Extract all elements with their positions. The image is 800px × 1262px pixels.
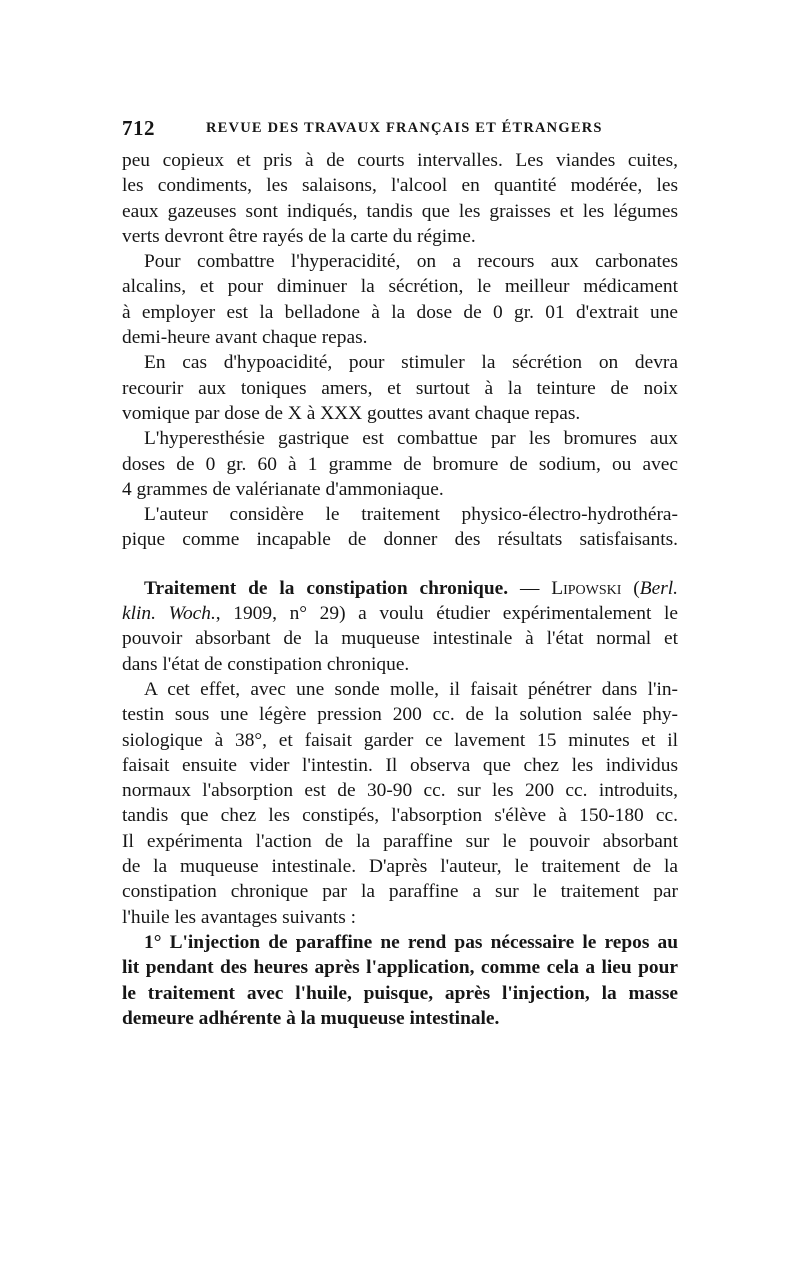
paragraph	[122, 249, 678, 350]
running-header	[122, 112, 678, 148]
text-line: L'hyperesthésie gastrique est combattue par les bromures aux	[144, 428, 678, 450]
text-line: verts devront être rayés de la carte du régime.	[122, 225, 476, 247]
text-line: pouvoir absorbant de la muqueuse intestinale à l'état normal et	[122, 628, 678, 650]
text-line: constipation chronique par la paraffine a sur le traitement par	[122, 881, 678, 903]
running-title: REVUE DES TRAVAUX FRANÇAIS ET ÉTRANGERS	[206, 120, 603, 136]
text-line: de la muqueuse intestinale. D'après l'auteur, le traitement de la	[122, 856, 678, 878]
text-line: demeure adhérente à la muqueuse intestinale.	[122, 1007, 500, 1029]
text-line: 4 grammes de valérianate d'ammoniaque.	[122, 478, 444, 500]
text-line: faisait ensuite vider l'intestin. Il observa que chez les individus	[122, 754, 678, 776]
author-name: Lipowski	[551, 577, 622, 599]
text-line: demi-heure avant chaque repas.	[122, 327, 368, 349]
section-paragraph	[122, 576, 678, 677]
text-line: pique comme incapable de donner des résultats satisfaisants.	[122, 529, 678, 551]
text-line: peu copieux et pris à de courts intervalles. Les viandes cuites,	[122, 150, 678, 171]
text-line: tandis que chez les constipés, l'absorption s'élève à 150-180 cc.	[122, 805, 678, 827]
paragraph	[122, 502, 678, 553]
journal-name-cont: klin. Woch.	[122, 603, 216, 625]
text-line: vomique par dose de X à XXX gouttes avant chaque repas.	[122, 402, 581, 424]
book-page	[122, 112, 678, 1031]
citation-open: (	[621, 577, 640, 599]
text-line: les condiments, les salaisons, l'alcool en quantité modérée, les	[122, 175, 678, 197]
text-line: A cet effet, avec une sonde molle, il faisait pénétrer dans l'in-	[144, 678, 678, 700]
text-line: Il expérimenta l'action de la paraffine sur le pouvoir absorbant	[122, 830, 678, 852]
text-line: alcalins, et pour diminuer la sécrétion, le meilleur médicament	[122, 276, 678, 298]
section-heading: Traitement de la constipation chronique.	[144, 577, 509, 599]
text-line: recourir aux toniques amers, et surtout à la teinture de noix	[122, 377, 678, 399]
citation-rest: , 1909, n° 29) a voulu étudier expérimentalement le	[215, 603, 678, 625]
paragraph-bold	[122, 930, 678, 1031]
heading-dash: —	[508, 577, 552, 599]
section-spacer	[122, 553, 678, 576]
text-line: le traitement avec l'huile, puisque, après l'injection, la masse	[122, 982, 678, 1004]
text-line: En cas d'hypoacidité, pour stimuler la sécrétion on devra	[144, 352, 678, 374]
paragraph	[122, 426, 678, 502]
paragraph	[122, 148, 678, 249]
text-line: l'huile les avantages suivants :	[122, 906, 356, 928]
text-line	[122, 576, 678, 601]
text-line: Pour combattre l'hyperacidité, on a recours aux carbonates	[144, 251, 678, 273]
page-number: 712	[122, 116, 155, 140]
text-line: siologique à 38°, et faisait garder ce lavement 15 minutes et il	[122, 729, 678, 751]
text-line: L'auteur considère le traitement physico-électro-hydrothéra-	[144, 504, 678, 526]
paragraph	[122, 677, 678, 930]
text-line: normaux l'absorption est de 30-90 cc. sur les 200 cc. introduits,	[122, 780, 678, 802]
text-line	[122, 601, 678, 626]
paragraph	[122, 350, 678, 426]
text-line: testin sous une légère pression 200 cc. de la solution salée phy-	[122, 704, 678, 726]
text-line: eaux gazeuses sont indiqués, tandis que les graisses et les légumes	[122, 200, 678, 222]
journal-name: Berl.	[639, 577, 678, 599]
text-line: à employer est la belladone à la dose de 0 gr. 01 d'extrait une	[122, 301, 678, 323]
text-line: lit pendant des heures après l'application, comme cela a lieu pour	[122, 957, 678, 979]
text-line: doses de 0 gr. 60 à 1 gramme de bromure de sodium, ou avec	[122, 453, 678, 475]
text-line: dans l'état de constipation chronique.	[122, 653, 410, 675]
text-line: 1° L'injection de paraffine ne rend pas nécessaire le repos au	[144, 931, 678, 953]
